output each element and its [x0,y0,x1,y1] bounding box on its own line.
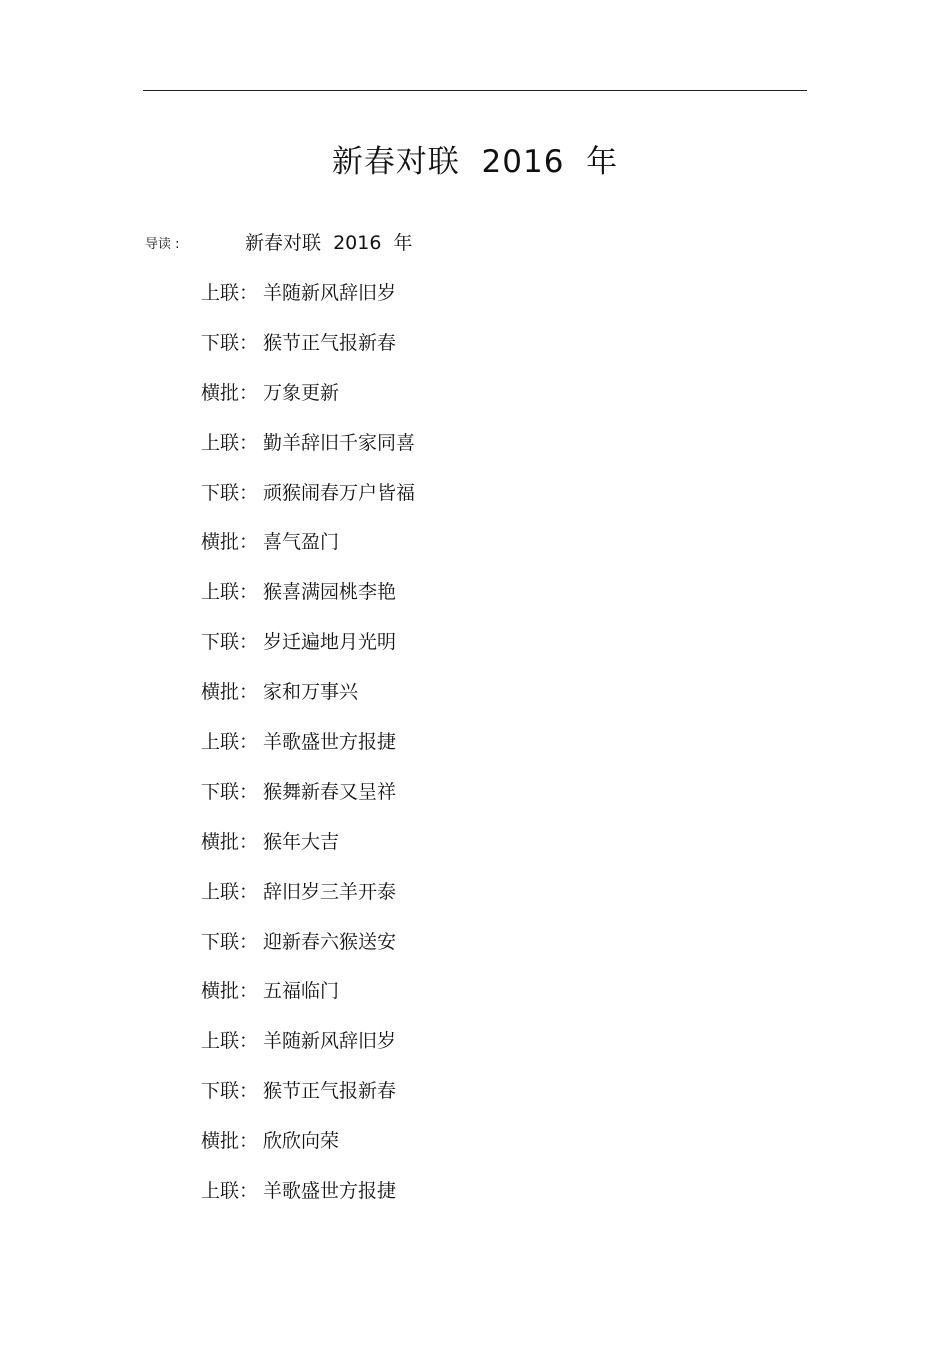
line-text: 辞旧岁三羊开泰 [263,880,397,903]
couplet-line [201,1127,415,1177]
line-label: 下联： [201,631,259,654]
line-label: 上联： [201,581,259,604]
couplet-line [201,1077,415,1127]
line-label: 横批： [201,681,259,704]
couplet-line [201,828,415,878]
line-text: 猴舞新春又呈祥 [263,780,397,803]
line-label: 上联： [201,1030,259,1053]
line-text: 家和万事兴 [263,681,359,704]
line-label: 上联： [201,431,259,454]
intro-label: 导读 : [145,237,180,252]
couplet-line [201,479,415,529]
line-text: 岁迁遍地月光明 [263,631,397,654]
line-label: 横批： [201,531,259,554]
couplet-line [201,778,415,828]
line-text: 猴节正气报新春 [263,1080,397,1103]
couplet-line [201,528,415,578]
line-label: 上联： [201,282,259,304]
line-label: 上联： [201,1180,259,1203]
couplet-line [201,329,415,379]
document-title: 新春对联 2016 年 [331,144,619,180]
line-label: 横批： [201,980,259,1003]
line-label: 下联： [201,331,259,354]
couplet-line [201,279,415,329]
line-text: 喜气盈门 [263,531,340,554]
couplet-line [201,578,415,628]
couplet-line [201,429,415,479]
line-label: 横批： [201,381,259,404]
line-text: 猴喜满园桃李艳 [263,581,397,604]
couplet-line [201,628,415,678]
line-text: 迎新春六猴送安 [263,930,397,953]
intro-text: 新春对联 2016 年 [245,232,413,254]
line-text: 羊歌盛世方报捷 [263,1180,397,1203]
line-text: 顽猴闹春万户皆福 [263,481,416,504]
line-text: 欣欣向荣 [263,1130,340,1153]
line-text: 万象更新 [263,381,340,404]
couplet-line [201,1027,415,1077]
couplet-line [201,928,415,978]
line-text: 猴节正气报新春 [263,331,397,354]
line-label: 横批： [201,830,259,853]
couplet-line [201,977,415,1027]
line-text: 五福临门 [263,980,340,1003]
line-label: 下联： [201,481,259,504]
couplet-line [201,878,415,928]
line-label: 下联： [201,780,259,803]
line-label: 下联： [201,930,259,953]
couplet-line [201,379,415,429]
couplet-list [201,279,415,1227]
couplet-line [201,1177,415,1227]
couplet-line [201,728,415,778]
line-text: 勤羊辞旧千家同喜 [263,431,416,454]
line-label: 上联： [201,880,259,903]
line-label: 上联： [201,731,259,754]
line-label: 下联： [201,1080,259,1103]
header-rule [143,90,807,91]
line-text: 羊随新风辞旧岁 [263,1030,397,1053]
line-label: 横批： [201,1130,259,1153]
line-text: 羊歌盛世方报捷 [263,731,397,754]
couplet-line [201,678,415,728]
line-text: 猴年大吉 [263,830,340,853]
line-text: 羊随新风辞旧岁 [263,282,397,304]
